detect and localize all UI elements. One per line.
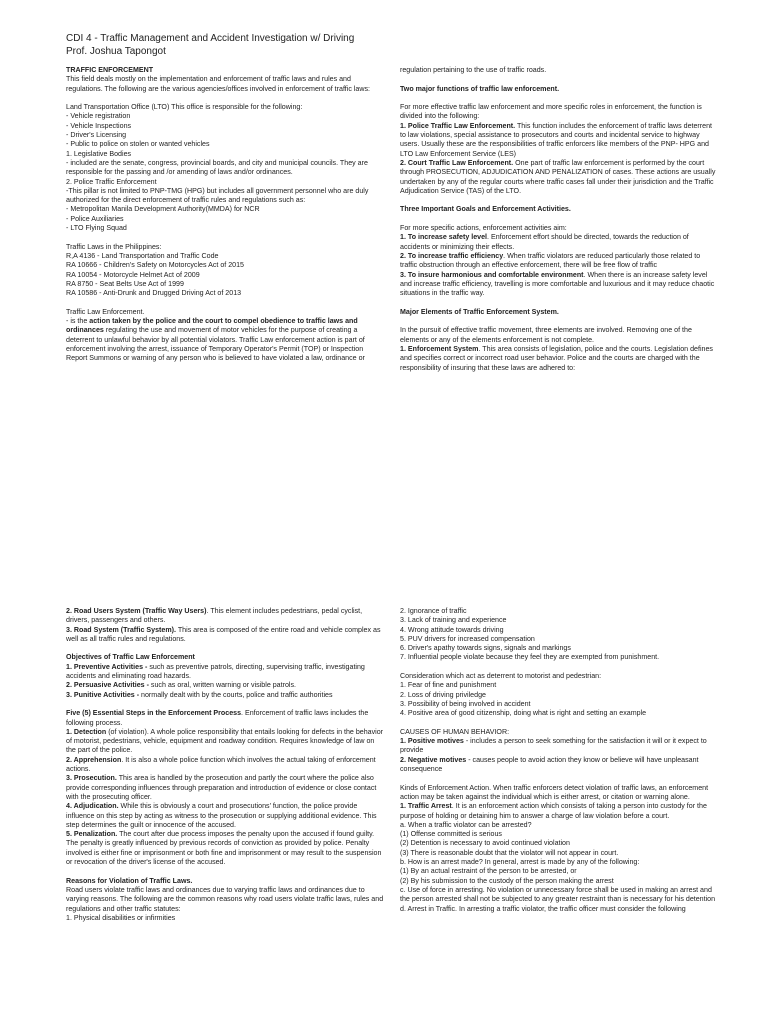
paragraph: 1. Police Traffic Law Enforcement. This function includes the enforcement of traffic laws deterrent to law violations, special assistance to prosecutors and courts and incidental service to highway users. Usually these are the responsibilities of traffic enforcers like members of the PNP- HPG and LTO Law Enforcement Service (LES): [400, 121, 713, 158]
list-item: c. Use of force in arresting. No violation or unnecessary force shall be used in making an arrest and the person arrested shall not be subjected to any greater restraint than is necessary for his detention: [400, 885, 716, 904]
paragraph: In the pursuit of effective traffic movement, three elements are involved. Removing one of the elements or any of the elements enforcement is not complete.: [400, 326, 692, 344]
column-top-left: [66, 66, 384, 364]
column-bottom-left: [66, 607, 384, 923]
section-heading: CAUSES OF HUMAN BEHAVIOR:: [400, 727, 510, 736]
paragraph: 1. Enforcement System. This area consists of legislation, police and the courts. Legislation defines and specifies correct or incorrect road user behavior. Police and the courts are charged with the responsibility of insuring that these laws are adhered to:: [400, 344, 713, 372]
list-item: - Police Auxiliaries: [66, 214, 124, 223]
paragraph: -This pillar is not limited to PNP-TMG (HPG) but includes all government personnel who are duly authorized for the direct enforcement of traffic rules and regulations such as:: [66, 186, 369, 205]
list-item: - Vehicle Inspections: [66, 121, 132, 130]
document-author: Prof. Joshua Tapongot: [66, 46, 166, 57]
list-item: 5. PUV drivers for increased compensation: [400, 634, 535, 643]
paragraph: 2. Apprehension. It is also a whole police function which involves the actual taking of enforcement actions.: [66, 755, 376, 774]
list-item: 3. Possibility of being involved in accident: [400, 699, 531, 708]
list-item: (1) Offense committed is serious: [400, 830, 502, 839]
list-item: (2) Detention is necessary to avoid continued violation: [400, 839, 570, 848]
list-item: d. Arrest in Traffic. In arresting a traffic violator, the traffic officer must consider the following: [400, 904, 686, 913]
paragraph: For more effective traffic law enforcement and more specific roles in enforcement, the function is divided into the following:: [400, 103, 702, 121]
paragraph: Traffic Laws in the Philippines:: [66, 242, 162, 251]
paragraph: - is the action taken by the police and the court to compel obedience to traffic laws and ordinances regulating the use and movement of motor vehicles for the purpose of creating a deterrent to unlawful behavior by all potential violators. Traffic Law enforcement action is part of enforcement involving the arrest, issuance of Temporary Operator's Permit (TOP) or Inspection Report Summons or warning of any person who is believed to have violated a law, ordinance or: [66, 317, 365, 363]
paragraph: regulation pertaining to the use of traffic roads.: [400, 66, 547, 74]
list-item: 3. Lack of training and experience: [400, 616, 507, 625]
list-item: - LTO Flying Squad: [66, 224, 127, 233]
section-heading: TRAFFIC ENFORCEMENT: [66, 66, 154, 74]
paragraph: 1. Positive motives - includes a person to seek something for the satisfaction it will or it expect to provide: [400, 737, 707, 755]
list-item: 6. Driver's apathy towards signs, signals and markings: [400, 644, 571, 653]
paragraph: Traffic Law Enforcement.: [66, 307, 145, 316]
paragraph: 4. Adjudication. While this is obviously a court and prosecutions' function, the police provide influence on this step by acting as witness to the prosecution or supplying additional evidence. This step determines the guilt or innocence of the accused.: [66, 802, 377, 829]
list-item: 2. Police Traffic Enforcement: [66, 177, 157, 186]
paragraph: 2. To increase traffic efficiency. When traffic violators are reduced particularly those related to traffic obstruction through an effective enforcement, there will be free flow of traffic: [400, 251, 701, 270]
paragraph: 1. To increase safety level. Enforcement effort should be directed, towards the reduction of accidents or minimizing their effects.: [400, 233, 689, 251]
section-heading: Three Important Goals and Enforcement Activities.: [400, 205, 571, 214]
paragraph: 1. Preventive Activities - such as preventive patrols, directing, supervising traffic, investigating accidents and eliminating road hazards.: [66, 662, 365, 681]
list-item: - Metropolitan Manila Development Authority(MMDA) for NCR: [66, 205, 260, 214]
list-item: 7. Influential people violate because they feel they are exempted from punishment.: [400, 653, 660, 662]
section-heading: Major Elements of Traffic Enforcement System.: [400, 307, 559, 316]
list-item: 2. Loss of driving priviledge: [400, 690, 486, 699]
list-item: - Driver's Licensing: [66, 131, 127, 140]
paragraph: Consideration which act as deterrent to motorist and pedestrian:: [400, 672, 602, 681]
list-item: - Vehicle registration: [66, 112, 131, 121]
paragraph: 2. Court Traffic Law Enforcement. One part of traffic law enforcement is performed by the court through PROSECUTION, ADJUDICATION AND PENALIZATION of cases. These actions are usually undertaken by any of the regular courts where traffic cases fall under their jurisdiction and the Traffic Adjudication Service (TAS) of the LTO.: [400, 158, 716, 195]
list-item: (1) By an actual restraint of the person to be arrested, or: [400, 867, 577, 876]
list-item: b. How is an arrest made? In general, arrest is made by any of the following:: [400, 858, 640, 867]
list-item: 2. Ignorance of traffic: [400, 607, 467, 615]
document-header: [66, 32, 354, 58]
list-item: R,A 4136 - Land Transportation and Traffic Code: [66, 251, 219, 260]
list-item: - Public to police on stolen or wanted vehicles: [66, 140, 210, 149]
list-item: 4. Wrong attitude towards driving: [400, 625, 504, 634]
section-heading: Objectives of Traffic Law Enforcement: [66, 653, 195, 662]
paragraph: Kinds of Enforcement Action. When traffic enforcers detect violation of traffic laws, an enforcement action may be taken against the individual which is either arrest, or citation or warning alone.: [400, 783, 709, 801]
paragraph: 3. Prosecution. This area is handled by the prosecution and partly the court where the police also provide corresponding influences through preparation and introduction of evidence or close contact with the prosecuting officer.: [66, 774, 377, 801]
column-bottom-right: [400, 607, 718, 914]
paragraph: 2. Negative motives - causes people to avoid action they know or believe will have unpleasant consequence: [400, 755, 699, 774]
list-item: RA 8750 - Seat Belts Use Act of 1999: [66, 279, 184, 288]
paragraph: 1. Traffic Arrest. It is an enforcement action which consists of taking a person into custody for the purpose of holding or detaining him to answer a charge of law violation before a court.: [400, 802, 707, 820]
list-item: 1. Physical disabilities or infirmities: [66, 913, 176, 922]
list-item: RA 10054 - Motorcycle Helmet Act of 2009: [66, 270, 200, 279]
list-item: RA 10666 - Children's Safety on Motorcycles Act of 2015: [66, 261, 245, 270]
list-item: 1. Fear of fine and punishment: [400, 681, 497, 690]
document-title: CDI 4 - Traffic Management and Accident Investigation w/ Driving: [66, 33, 355, 44]
list-item: 4. Positive area of good citizenship, doing what is right and setting an example: [400, 709, 647, 718]
paragraph: 2. Persuasive Activities - such as oral, written warning or visible patrols.: [66, 681, 296, 690]
paragraph: Road users violate traffic laws and ordinances due to varying traffic laws and ordinances due to varying reasons. The following are the common reasons why road users violate traffic laws, rules and regulations and other traffic statutes:: [66, 885, 384, 913]
paragraph: 2. Road Users System (Traffic Way Users). This element includes pedestrians, pedal cyclist, drivers, passengers and others.: [66, 607, 363, 625]
list-item: 1. Legislative Bodies: [66, 149, 132, 158]
list-item: (2) By his submission to the custody of the person making the arrest: [400, 876, 614, 885]
paragraph: - included are the senate, congress, provincial boards, and city and municipal councils. They are responsible for the passing and /or amending of laws and/or ordinances.: [66, 158, 368, 177]
paragraph: Five (5) Essential Steps in the Enforcement Process. Enforcement of traffic laws includes the following process.: [66, 709, 369, 727]
paragraph: 3. To insure harmonious and comfortable environment. When there is an increase safety level and increase traffic efficiency, travelling is more comfortable and luxurious and it may reduce chaotic situations in the traffic way.: [400, 270, 715, 298]
section-heading: Two major functions of traffic law enforcement.: [400, 84, 560, 93]
column-top-right: [400, 66, 718, 373]
paragraph: 3. Punitive Activities - normally dealt with by the courts, police and traffic authorities: [66, 690, 333, 699]
paragraph: 1. Detection (of violation). A whole police responsibility that entails looking for defects in the behavior of motorist, pedestrians, vehicle, equipment and roadway condition. Requires knowledge of law on the part of the police.: [66, 727, 384, 755]
paragraph: 5. Penalization. The court after due process imposes the penalty upon the accused if found guilty. The penalty is greatly influenced by previous records of conviction as provided by police. Penalty involved is either fine or imprisonment or both fine and imprisonment or may result to the suspension or revocation of the driver's license of the accused.: [66, 830, 382, 867]
paragraph: 3. Road System (Traffic System). This area is composed of the entire road and vehicle complex as well as all traffic rules and regulations.: [66, 625, 381, 643]
list-item: a. When a traffic violator can be arrested?: [400, 820, 532, 829]
paragraph: For more specific actions, enforcement activities aim:: [400, 224, 567, 233]
paragraph: This field deals mostly on the implementation and enforcement of traffic laws and rules and regulations. The following are the various agencies/offices involved in enforcement of traffic laws:: [66, 75, 371, 93]
list-item: (3) There is reasonable doubt that the violator will not appear in court.: [400, 848, 619, 857]
paragraph: Land Transportation Office (LTO) This office is responsible for the following:: [66, 103, 303, 112]
list-item: RA 10586 - Anti-Drunk and Drugged Driving Act of 2013: [66, 289, 242, 298]
section-heading: Reasons for Violation of Traffic Laws.: [66, 876, 193, 885]
